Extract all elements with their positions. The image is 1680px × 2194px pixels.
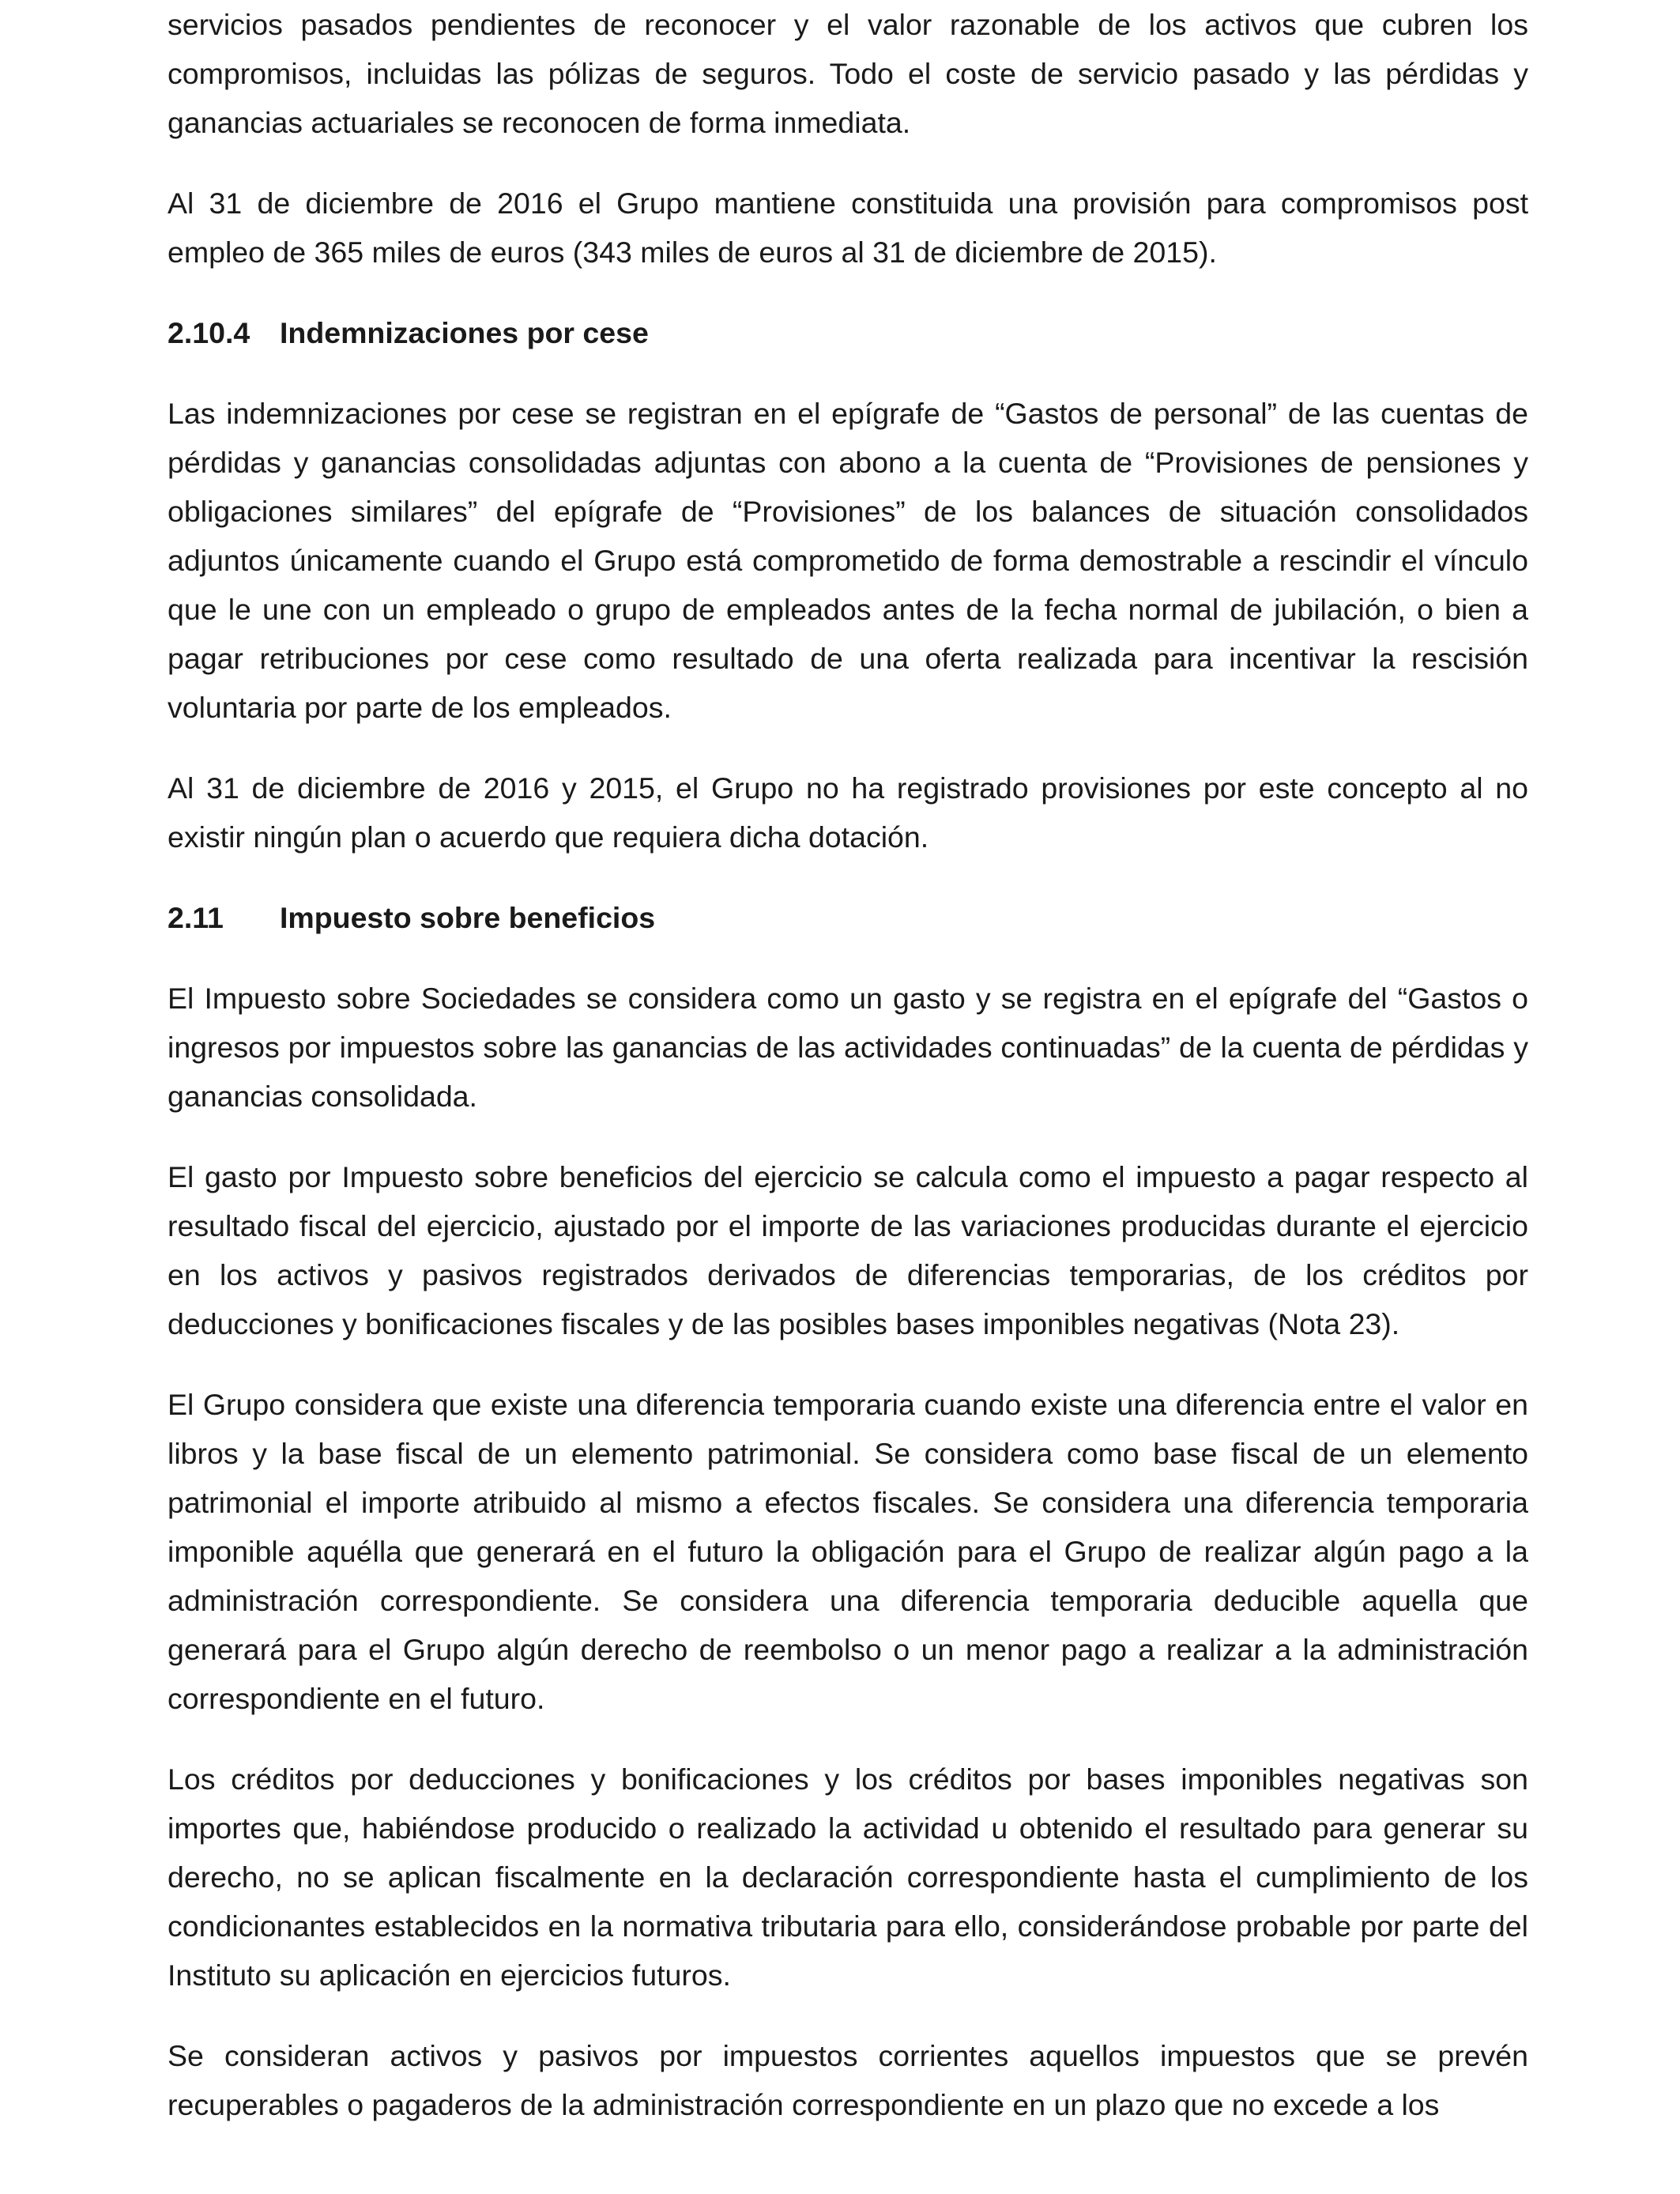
paragraph-gap [168,1121,1528,1152]
section-title: Indemnizaciones por cese [280,316,649,349]
section-heading-impuesto [168,893,1528,942]
paragraph-activos-pasivos-corrientes: Se consideran activos y pasivos por impuestos corrientes aquellos impuestos que se prevén recuperables o pagaderos de la administración correspondiente en un plazo que no excede a los [168,2039,1528,2121]
paragraph-indemnizaciones-provisiones: Al 31 de diciembre de 2016 y 2015, el Grupo no ha registrado provisiones por este concepto al no existir ningún plan o acuerdo que requiera dicha dotación. [168,771,1528,854]
paragraph-gap [168,357,1528,389]
paragraph-indemnizaciones-registro: Las indemnizaciones por cese se registran en el epígrafe de “Gastos de personal” de las cuentas de pérdidas y ganancias consolidadas adjuntas con abono a la cuenta de “Provisiones de pensiones y obligaciones similares” del epígrafe de “Provisiones” de los balances de situación consolidados adjuntos únicamente cuando el Grupo está comprometido de forma demostrable a rescindir el vínculo que le une con un empleado o grupo de empleados antes de la fecha normal de jubilación, o bien a pagar retribuciones por cese como resultado de una oferta realizada para incentivar la rescisión voluntaria por parte de los empleados. [168,397,1528,724]
document-page [168,0,1528,2129]
paragraph-gap [168,2000,1528,2031]
paragraph-past-services: servicios pasados pendientes de reconocer y el valor razonable de los activos que cubren los compromisos, incluidas las pólizas de seguros. Todo el coste de servicio pasado y las pérdidas y ganancias actuariales se reconocen de forma inmediata. [168,8,1528,139]
paragraph-gap [168,861,1528,893]
section-number: 2.11 [168,901,224,934]
paragraph-gap [168,277,1528,308]
paragraph-creditos-deducciones: Los créditos por deducciones y bonificaciones y los créditos por bases imponibles negativas son importes que, habiéndose producido o realizado la actividad u obtenido el resultado para generar su derecho, no se aplican fiscalmente en la declaración correspondiente hasta el cumplimiento de los condicionantes establecidos en la normativa tributaria para ello, considerándose probable por parte del Instituto su aplicación en ejercicios futuros. [168,1762,1528,1992]
paragraph-diferencia-temporaria: El Grupo considera que existe una diferencia temporaria cuando existe una diferencia entre el valor en libros y la base fiscal de un elemento patrimonial. Se considera como base fiscal de un elemento patrimonial el importe atribuido al mismo a efectos fiscales. Se considera una diferencia temporaria imponible aquélla que generará en el futuro la obligación para el Grupo de realizar algún pago a la administración correspondiente. Se considera una diferencia temporaria deducible aquella que generará para el Grupo algún derecho de reembolso o un menor pago a realizar a la administración correspondiente en el futuro. [168,1388,1528,1715]
section-number: 2.10.4 [168,316,250,349]
paragraph-gap [168,1723,1528,1755]
paragraph-gap [168,732,1528,763]
paragraph-impuesto-sociedades: El Impuesto sobre Sociedades se considera como un gasto y se registra en el epígrafe del “Gastos o ingresos por impuestos sobre las ganancias de las actividades continuadas” de la cuenta de pérdidas y ganancias consolidada. [168,982,1528,1113]
paragraph-post-employment-provision: Al 31 de diciembre de 2016 el Grupo mantiene constituida una provisión para compromisos post empleo de 365 miles de euros (343 miles de euros al 31 de diciembre de 2015). [168,187,1528,269]
paragraph-gap [168,147,1528,179]
paragraph-gasto-impuesto: El gasto por Impuesto sobre beneficios del ejercicio se calcula como el impuesto a pagar respecto al resultado fiscal del ejercicio, ajustado por el importe de las variaciones producidas durante el ejercicio en los activos y pasivos registrados derivados de diferencias temporarias, de los créditos por deducciones y bonificaciones fiscales y de las posibles bases imponibles negativas (Nota 23). [168,1160,1528,1340]
paragraph-gap [168,1348,1528,1380]
section-title: Impuesto sobre beneficios [280,901,656,934]
paragraph-gap [168,942,1528,974]
section-heading-indemnizaciones [168,308,1528,357]
